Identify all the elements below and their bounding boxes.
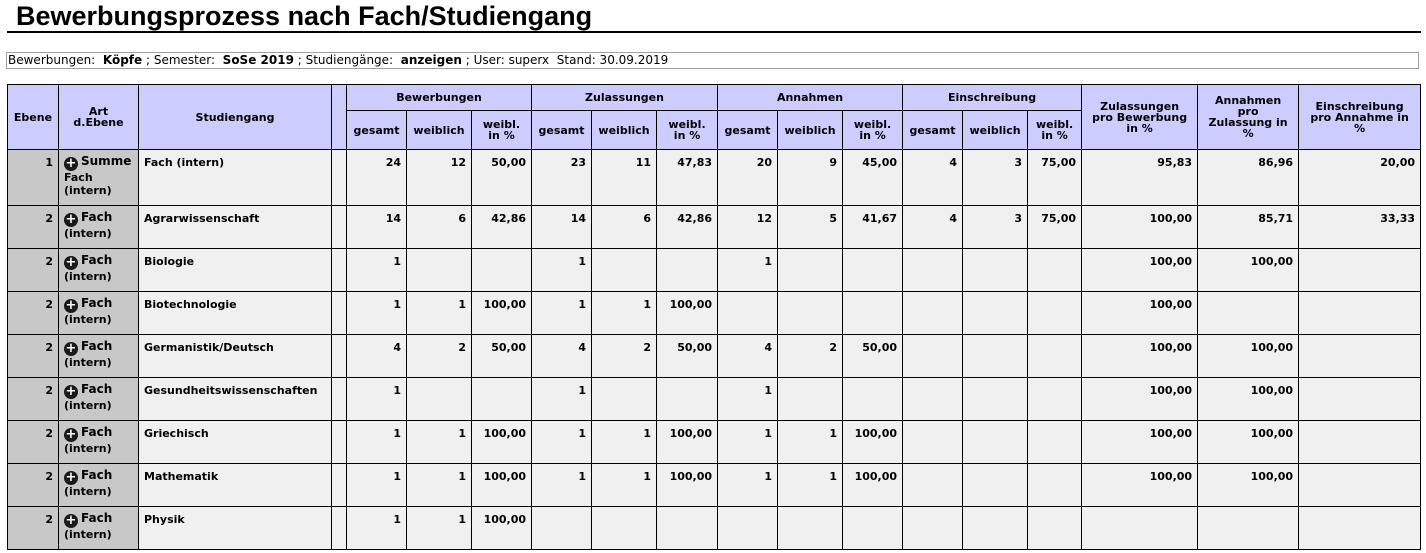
cell-ebene: 2	[8, 378, 59, 421]
cell-value: 4	[903, 150, 963, 206]
art-type-label: Fach	[81, 382, 113, 396]
cell-value	[778, 292, 843, 335]
cell-value	[718, 507, 778, 550]
cell-value: 100,00	[1082, 464, 1198, 507]
header-ebene: Ebene	[8, 85, 59, 150]
cell-value: 75,00	[1028, 206, 1082, 249]
art-type-label: Fach	[81, 511, 113, 525]
cell-value	[1028, 421, 1082, 464]
cell-art[interactable]	[59, 206, 139, 249]
cell-spacer	[332, 378, 347, 421]
art-rest-label: (intern)	[64, 356, 112, 369]
header-group-zulassungen: Zulassungen	[532, 85, 718, 111]
cell-value	[1299, 335, 1421, 378]
header-annahmen-pro-zulassung	[1198, 85, 1299, 150]
cell-value: 2	[407, 335, 472, 378]
cell-value: 1	[718, 249, 778, 292]
cell-value: 100,00	[843, 421, 903, 464]
cell-studiengang: Agrarwissenschaft	[139, 206, 332, 249]
cell-value: 1	[407, 292, 472, 335]
cell-value: 1	[532, 292, 592, 335]
cell-value: 12	[407, 150, 472, 206]
cell-value	[843, 378, 903, 421]
cell-value	[1028, 335, 1082, 378]
cell-value: 5	[778, 206, 843, 249]
cell-spacer	[332, 421, 347, 464]
cell-value: 24	[347, 150, 407, 206]
subheader-weiblich: weiblich	[963, 111, 1028, 150]
art-type-label: Summe	[81, 154, 132, 168]
cell-value	[963, 378, 1028, 421]
cell-value: 1	[407, 507, 472, 550]
param-stand: Stand: 30.09.2019	[556, 53, 669, 67]
header-studiengang: Studiengang	[139, 85, 332, 150]
cell-value	[657, 378, 718, 421]
cell-value	[843, 507, 903, 550]
cell-value	[778, 378, 843, 421]
cell-value: 1	[347, 378, 407, 421]
header-text: pro Bewerbung	[1092, 110, 1188, 124]
cell-value	[963, 335, 1028, 378]
cell-value	[1299, 421, 1421, 464]
cell-value: 1	[347, 507, 407, 550]
art-type-label: Fach	[81, 339, 113, 353]
table-row	[8, 464, 1421, 507]
header-text: weibl.	[853, 118, 892, 131]
cell-art[interactable]	[59, 464, 139, 507]
subheader-weiblich: weiblich	[778, 111, 843, 150]
cell-value	[1299, 507, 1421, 550]
cell-value: 1	[407, 464, 472, 507]
cell-studiengang: Mathematik	[139, 464, 332, 507]
subheader-weiblich: weiblich	[407, 111, 472, 150]
cell-ebene: 2	[8, 507, 59, 550]
cell-value: 100,00	[657, 292, 718, 335]
header-einschreibung-pro-annahme	[1299, 85, 1421, 150]
cell-value: 1	[778, 421, 843, 464]
cell-value: 100,00	[1082, 292, 1198, 335]
header-text: weibl.	[1035, 118, 1074, 131]
cell-value: 3	[963, 206, 1028, 249]
header-text: in %	[1126, 121, 1153, 135]
cell-studiengang: Griechisch	[139, 421, 332, 464]
page-title: Bewerbungsprozess nach Fach/Studiengang	[16, 1, 593, 31]
cell-value	[903, 378, 963, 421]
table-row	[8, 378, 1421, 421]
cell-value: 100,00	[472, 421, 532, 464]
cell-value: 45,00	[843, 150, 903, 206]
header-text: Einschreibung	[1315, 99, 1404, 113]
subheader-gesamt: gesamt	[903, 111, 963, 150]
expand-plus-icon[interactable]: +	[65, 255, 77, 270]
cell-value	[407, 378, 472, 421]
cell-value: 1	[347, 292, 407, 335]
table-row	[8, 507, 1421, 550]
art-rest-label: (intern)	[64, 313, 112, 326]
cell-value	[1028, 292, 1082, 335]
cell-value: 4	[903, 206, 963, 249]
table-row	[8, 206, 1421, 249]
cell-value: 42,86	[657, 206, 718, 249]
cell-value: 75,00	[1028, 150, 1082, 206]
cell-ebene: 1	[8, 150, 59, 206]
cell-value	[963, 507, 1028, 550]
art-rest-label: (intern)	[64, 485, 112, 498]
cell-ebene: 2	[8, 464, 59, 507]
header-group-bewerbungen: Bewerbungen	[347, 85, 532, 111]
cell-value	[903, 464, 963, 507]
cell-spacer	[332, 206, 347, 249]
header-zulassungen-pro-bewerbung	[1082, 85, 1198, 150]
cell-spacer	[332, 507, 347, 550]
cell-art[interactable]	[59, 421, 139, 464]
cell-studiengang: Gesundheitswissenschaften	[139, 378, 332, 421]
cell-value: 23	[532, 150, 592, 206]
expand-plus-icon[interactable]: +	[65, 298, 77, 313]
art-rest-label: (intern)	[64, 399, 112, 412]
cell-spacer	[332, 249, 347, 292]
header-text: in %	[1041, 129, 1068, 142]
cell-value: 100,00	[1198, 335, 1299, 378]
art-type-label: Fach	[81, 210, 113, 224]
art-rest-label: (intern)	[64, 227, 112, 240]
cell-value	[1198, 507, 1299, 550]
cell-value: 12	[718, 206, 778, 249]
report-parameters	[6, 52, 1419, 69]
cell-studiengang: Biotechnologie	[139, 292, 332, 335]
cell-value: 50,00	[843, 335, 903, 378]
cell-value: 1	[592, 421, 657, 464]
header-text: pro Annahme in	[1310, 110, 1409, 124]
expand-plus-icon[interactable]: +	[65, 341, 77, 356]
cell-value	[1028, 249, 1082, 292]
subheader-weibl-pct	[657, 111, 718, 150]
cell-value: 1	[778, 464, 843, 507]
header-text: weibl.	[482, 118, 521, 131]
cell-value: 50,00	[472, 150, 532, 206]
cell-value	[963, 249, 1028, 292]
cell-value: 20	[718, 150, 778, 206]
header-group-annahmen: Annahmen	[718, 85, 903, 111]
cell-value: 50,00	[657, 335, 718, 378]
cell-value	[778, 507, 843, 550]
cell-value: 14	[532, 206, 592, 249]
cell-value: 1	[347, 464, 407, 507]
cell-value	[778, 249, 843, 292]
param-bewerbungen-label: Bewerbungen:	[8, 53, 96, 67]
cell-studiengang: Physik	[139, 507, 332, 550]
art-type-label: Fach	[81, 468, 113, 482]
cell-value: 11	[592, 150, 657, 206]
cell-spacer	[332, 150, 347, 206]
title-rule	[7, 31, 1421, 33]
cell-value: 6	[592, 206, 657, 249]
cell-value	[1299, 292, 1421, 335]
cell-value	[657, 249, 718, 292]
cell-value: 2	[778, 335, 843, 378]
cell-value: 1	[592, 292, 657, 335]
header-text: in %	[859, 129, 886, 142]
cell-value: 100,00	[472, 507, 532, 550]
cell-value	[1028, 378, 1082, 421]
cell-ebene: 2	[8, 421, 59, 464]
cell-value: 14	[347, 206, 407, 249]
cell-value: 4	[532, 335, 592, 378]
header-text: %	[1242, 127, 1254, 140]
cell-value	[472, 249, 532, 292]
cell-value: 2	[592, 335, 657, 378]
cell-value: 50,00	[472, 335, 532, 378]
cell-value: 100,00	[1082, 249, 1198, 292]
cell-value	[903, 292, 963, 335]
cell-studiengang: Biologie	[139, 249, 332, 292]
table-header	[8, 85, 1421, 150]
cell-value	[843, 249, 903, 292]
header-group-einschreibung: Einschreibung	[903, 85, 1082, 111]
subheader-weibl-pct	[472, 111, 532, 150]
art-rest-label: Fach (intern)	[64, 171, 112, 197]
expand-plus-icon[interactable]: +	[65, 156, 77, 171]
cell-ebene: 2	[8, 206, 59, 249]
cell-value	[532, 507, 592, 550]
table-row	[8, 292, 1421, 335]
cell-value: 3	[963, 150, 1028, 206]
cell-studiengang: Germanistik/Deutsch	[139, 335, 332, 378]
cell-value: 100,00	[1198, 378, 1299, 421]
param-studiengaenge-label: ; Studiengänge:	[297, 53, 394, 67]
cell-value: 100,00	[657, 421, 718, 464]
cell-value: 100,00	[1198, 249, 1299, 292]
cell-value: 1	[532, 464, 592, 507]
cell-value: 1	[532, 421, 592, 464]
cell-art[interactable]	[59, 335, 139, 378]
param-bewerbungen-value: Köpfe	[102, 53, 143, 67]
cell-art[interactable]	[59, 507, 139, 550]
cell-value: 20,00	[1299, 150, 1421, 206]
cell-value: 100,00	[1198, 421, 1299, 464]
cell-art[interactable]	[59, 378, 139, 421]
cell-spacer	[332, 464, 347, 507]
header-text: in %	[488, 129, 515, 142]
cell-spacer	[332, 335, 347, 378]
cell-value: 4	[347, 335, 407, 378]
cell-art[interactable]	[59, 249, 139, 292]
cell-value: 1	[532, 378, 592, 421]
cell-value: 100,00	[657, 464, 718, 507]
cell-value	[963, 464, 1028, 507]
art-rest-label: (intern)	[64, 442, 112, 455]
art-rest-label: (intern)	[64, 528, 112, 541]
subheader-weibl-pct	[843, 111, 903, 150]
cell-value: 100,00	[472, 292, 532, 335]
header-art	[59, 85, 139, 150]
cell-value	[407, 249, 472, 292]
subheader-gesamt: gesamt	[718, 111, 778, 150]
cell-value: 100,00	[472, 464, 532, 507]
cell-value	[1082, 507, 1198, 550]
cell-value	[963, 421, 1028, 464]
cell-value	[718, 292, 778, 335]
header-text: %	[1354, 121, 1366, 135]
cell-value: 1	[718, 378, 778, 421]
cell-spacer	[332, 292, 347, 335]
cell-value	[1028, 507, 1082, 550]
cell-value: 85,71	[1198, 206, 1299, 249]
cell-value	[843, 292, 903, 335]
cell-value	[903, 249, 963, 292]
cell-value: 100,00	[843, 464, 903, 507]
header-text: pro	[1237, 105, 1259, 118]
cell-value: 33,33	[1299, 206, 1421, 249]
cell-value	[1299, 249, 1421, 292]
art-type-label: Fach	[81, 425, 113, 439]
subheader-weibl-pct	[1028, 111, 1082, 150]
cell-value: 47,83	[657, 150, 718, 206]
cell-value: 1	[347, 421, 407, 464]
header-text: Zulassung in	[1208, 116, 1288, 129]
cell-art[interactable]	[59, 150, 139, 206]
table-row	[8, 421, 1421, 464]
expand-plus-icon[interactable]: +	[65, 470, 77, 485]
cell-value: 100,00	[1082, 378, 1198, 421]
cell-ebene: 2	[8, 249, 59, 292]
param-semester-label: ; Semester:	[145, 53, 216, 67]
cell-value: 1	[592, 464, 657, 507]
cell-value: 42,86	[472, 206, 532, 249]
cell-value	[903, 335, 963, 378]
table-row	[8, 335, 1421, 378]
subheader-gesamt: gesamt	[347, 111, 407, 150]
cell-value: 9	[778, 150, 843, 206]
cell-value: 100,00	[1082, 421, 1198, 464]
subheader-gesamt: gesamt	[532, 111, 592, 150]
cell-value	[1028, 464, 1082, 507]
expand-plus-icon[interactable]: +	[65, 513, 77, 528]
header-text: Zulassungen	[1100, 99, 1180, 113]
param-semester-value: SoSe 2019	[222, 53, 294, 67]
cell-value	[592, 249, 657, 292]
header-text: weibl.	[668, 118, 706, 131]
cell-ebene: 2	[8, 292, 59, 335]
cell-value: 100,00	[1082, 335, 1198, 378]
art-rest-label: (intern)	[64, 270, 112, 283]
cell-value	[1299, 464, 1421, 507]
cell-value: 1	[718, 421, 778, 464]
cell-value: 1	[718, 464, 778, 507]
cell-studiengang: Fach (intern)	[139, 150, 332, 206]
cell-value	[1299, 378, 1421, 421]
header-text: in %	[673, 129, 701, 142]
cell-value	[903, 421, 963, 464]
cell-value: 41,67	[843, 206, 903, 249]
param-studiengaenge-value: anzeigen	[400, 53, 462, 67]
cell-value	[657, 507, 718, 550]
param-user: ; User: superx	[465, 53, 550, 67]
cell-value: 86,96	[1198, 150, 1299, 206]
cell-ebene: 2	[8, 335, 59, 378]
expand-plus-icon[interactable]: +	[65, 212, 77, 227]
cell-value: 1	[532, 249, 592, 292]
cell-value: 95,83	[1082, 150, 1198, 206]
cell-value	[592, 378, 657, 421]
table-body	[8, 150, 1421, 550]
cell-value	[1198, 292, 1299, 335]
cell-value: 1	[407, 421, 472, 464]
table-row	[8, 249, 1421, 292]
cell-value: 100,00	[1082, 206, 1198, 249]
subheader-weiblich: weiblich	[592, 111, 657, 150]
expand-plus-icon[interactable]: +	[65, 384, 77, 399]
cell-value	[592, 507, 657, 550]
cell-value: 1	[347, 249, 407, 292]
cell-value	[472, 378, 532, 421]
results-table	[7, 84, 1421, 550]
cell-value: 4	[718, 335, 778, 378]
cell-value	[903, 507, 963, 550]
cell-art[interactable]	[59, 292, 139, 335]
table-row	[8, 150, 1421, 206]
header-spacer	[332, 85, 347, 150]
cell-value: 6	[407, 206, 472, 249]
cell-value: 100,00	[1198, 464, 1299, 507]
cell-value	[963, 292, 1028, 335]
header-art-line1: Art	[88, 105, 109, 118]
header-art-line2: d.Ebene	[73, 116, 124, 129]
art-type-label: Fach	[81, 296, 113, 310]
header-text: Annahmen	[1214, 94, 1282, 107]
expand-plus-icon[interactable]: +	[65, 427, 77, 442]
art-type-label: Fach	[81, 253, 113, 267]
